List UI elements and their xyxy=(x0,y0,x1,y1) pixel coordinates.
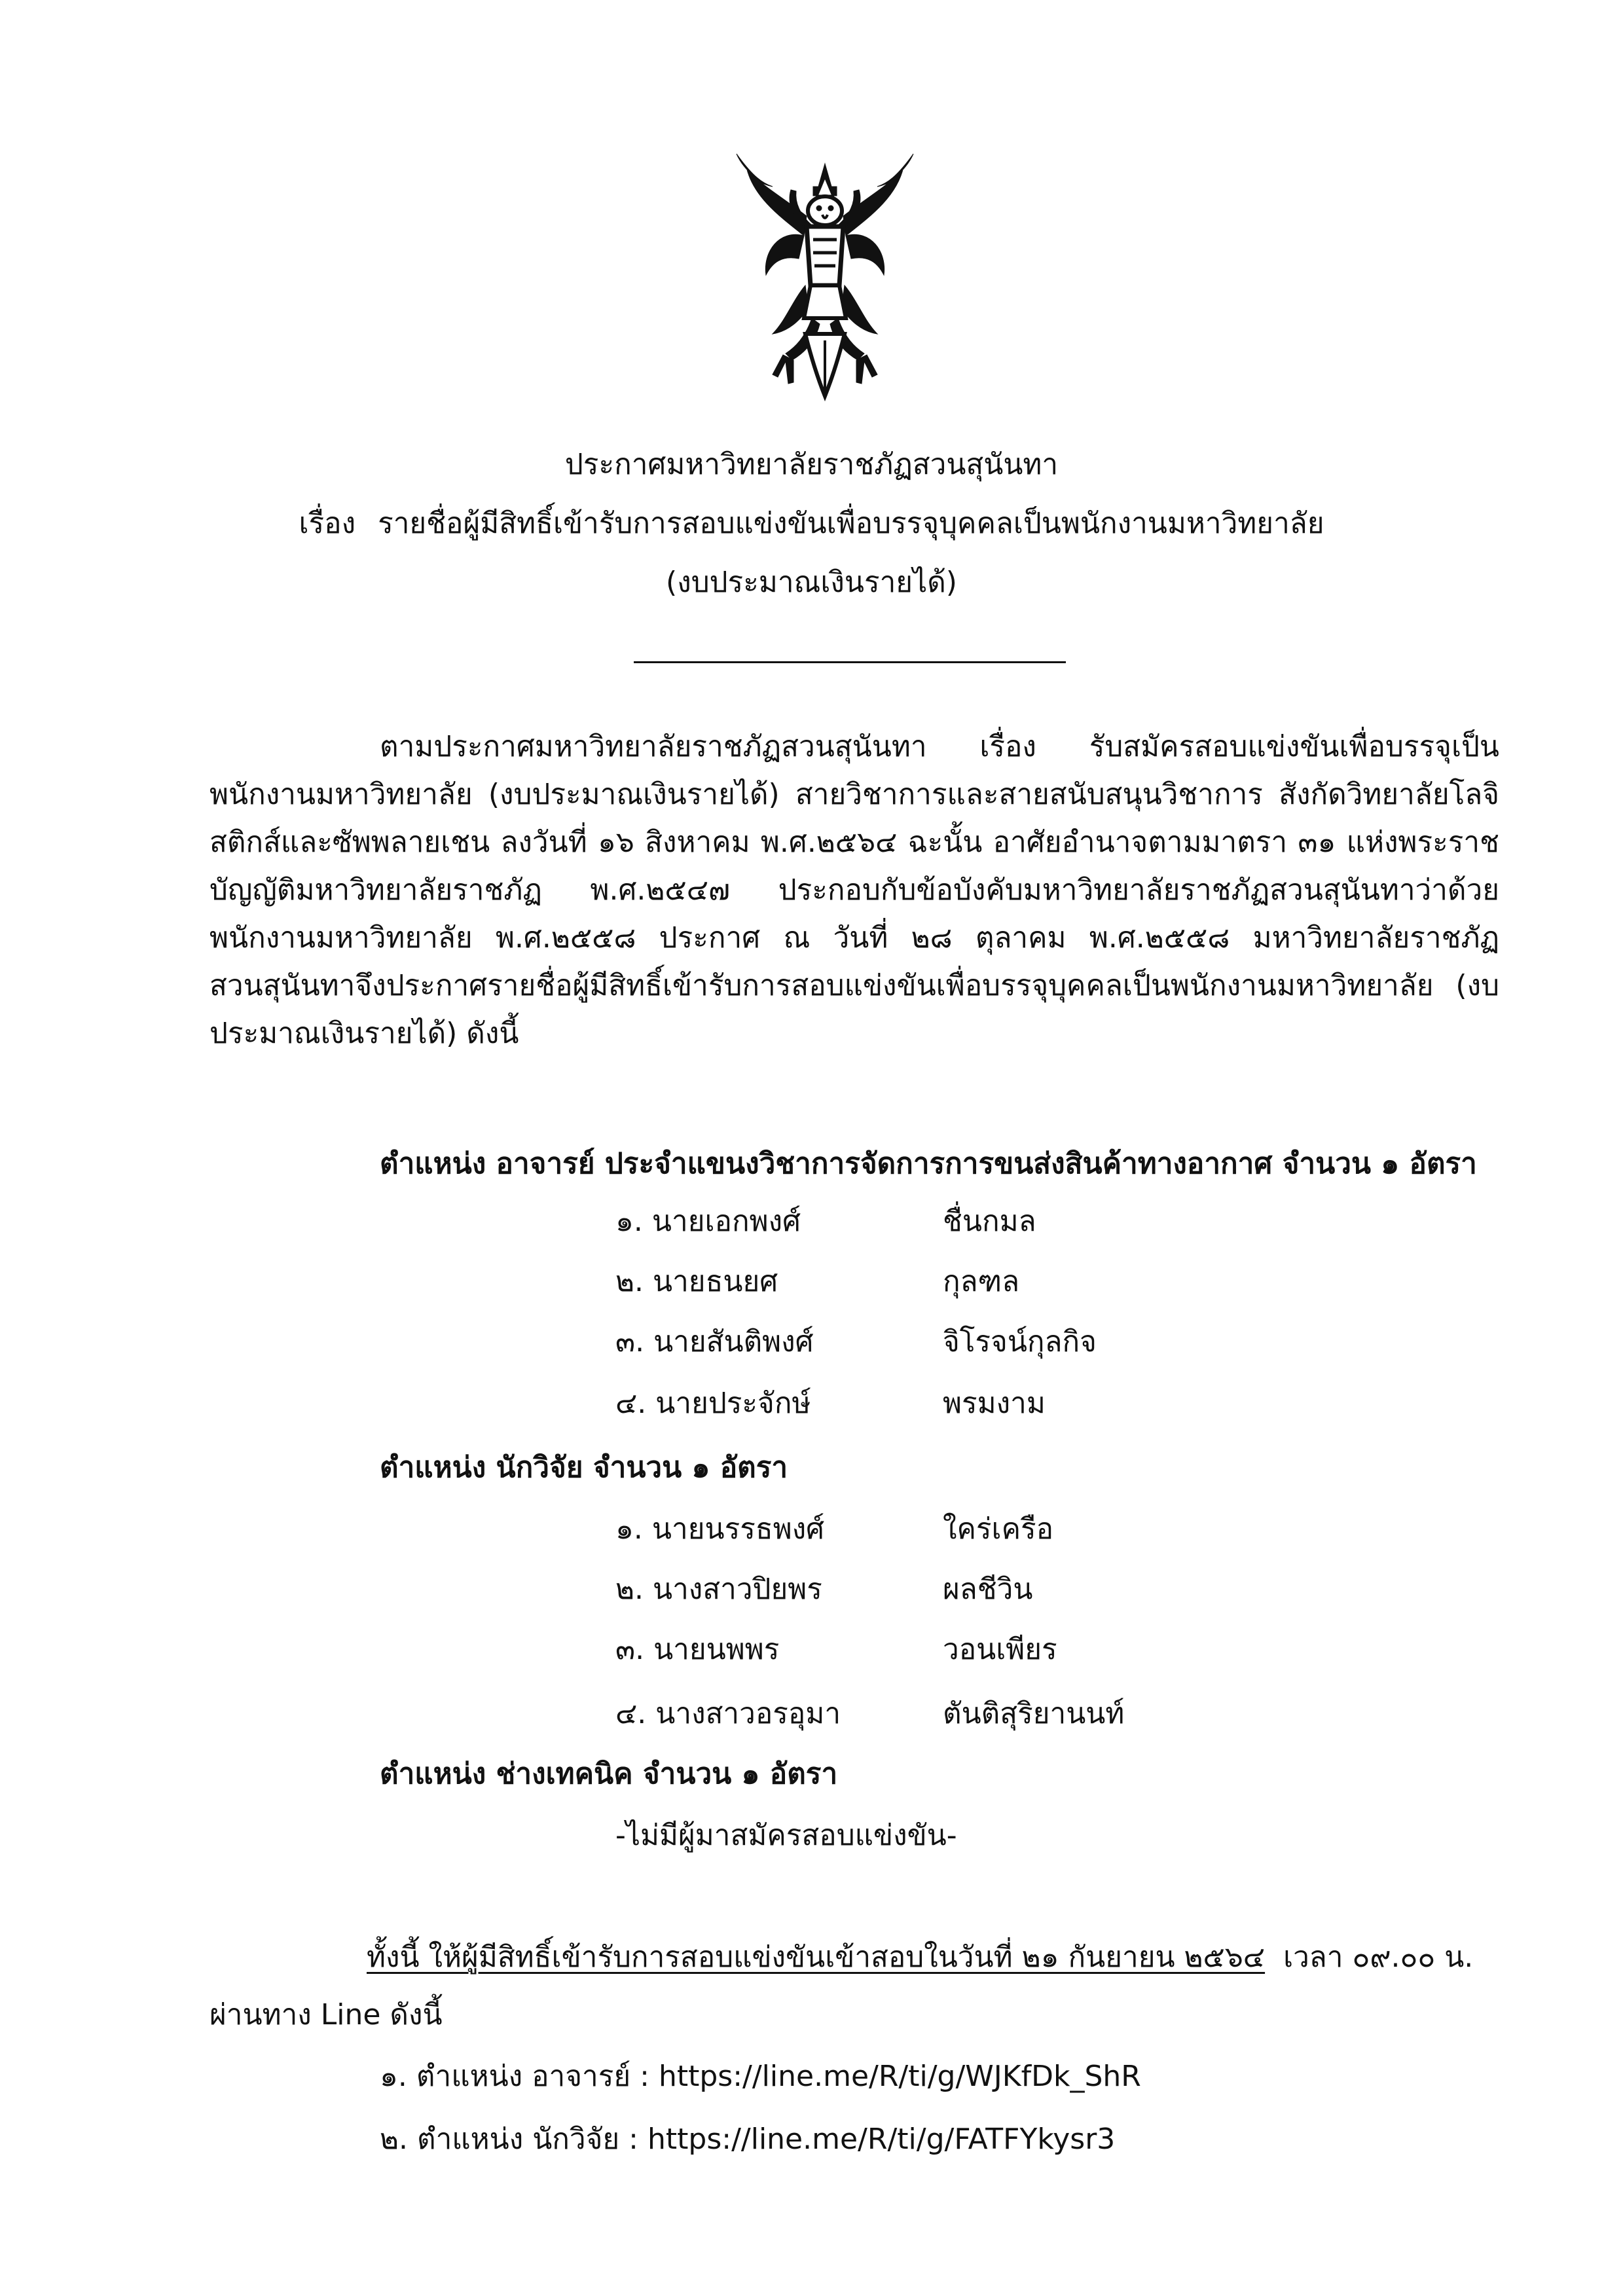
list-item xyxy=(615,1570,1032,1609)
line-url[interactable]: https://line.me/R/ti/g/WJKfDk_ShR xyxy=(658,2060,1141,2093)
candidate-family: ตันติสุริยานนท์ xyxy=(943,1697,1125,1730)
line-link-researcher[interactable]: ๒. ตำแหน่ง นักวิจัย : https://line.me/R/ti/g/FATFYkysr3 xyxy=(380,2123,1116,2156)
position-heading-researcher: ตำแหน่ง นักวิจัย จำนวน ๑ อัตรา xyxy=(380,1451,788,1484)
subject-label: เรื่อง xyxy=(299,507,356,540)
intro-paragraph: ตามประกาศมหาวิทยาลัยราชภัฏสวนสุนันทา เรื่อง รับสมัครสอบแข่งขันเพื่อบรรจุเป็นพนักงานมหาวิทยาลัย (งบประมาณเงินรายได้) สายวิชาการและสายสนับสนุนวิชาการ สังกัดวิทยาลัยโลจิสติกส์และซัพพลายเชน ลงวันที่ ๑๖ สิงหาคม พ.ศ.๒๕๖๔ ฉะนั้น อาศัยอำนาจตามมาตรา ๓๑ แห่งพระราชบัญญัติมหาวิทยาลัยราชภัฏ พ.ศ.๒๕๔๗ ประกอบกับข้อบังคับมหาวิทยาลัยราชภัฏสวนสุนันทาว่าด้วยพนักงานมหาวิทยาลัย พ.ศ.๒๕๕๘ ประกาศ ณ วันที่ ๒๘ ตุลาคม พ.ศ.๒๕๕๘ มหาวิทยาลัยราชภัฏสวนสุนันทาจึงประกาศรายชื่อผู้มีสิทธิ์เข้ารับการสอบแข่งขันเพื่อบรรจุบุคคลเป็นพนักงานมหาวิทยาลัย (งบประมาณเงินรายได้) ดังนี้ xyxy=(210,730,1499,1050)
subject-text: รายชื่อผู้มีสิทธิ์เข้ารับการสอบแข่งขันเพื่อบรรจุบุคคลเป็นพนักงานมหาวิทยาลัย xyxy=(378,507,1324,540)
candidate-family: จิโรจน์กุลกิจ xyxy=(943,1325,1097,1358)
candidate-family: พรมงาม xyxy=(943,1387,1046,1420)
candidate-family: ชื่นกมล xyxy=(943,1205,1036,1238)
list-item xyxy=(615,1202,1036,1241)
position-heading-lecturer: ตำแหน่ง อาจารย์ ประจำแขนงวิชาการจัดการการขนส่งสินค้าทางอากาศ จำนวน ๑ อัตรา xyxy=(380,1147,1477,1180)
candidate-family: ผลชีวิน xyxy=(943,1573,1033,1606)
exam-date-line xyxy=(367,1938,1499,1977)
candidate-family: วอนเพียร xyxy=(943,1633,1057,1666)
budget-note: (งบประมาณเงินรายได้) xyxy=(666,566,957,599)
exam-channel: ผ่านทาง Line ดังนี้ xyxy=(210,1998,443,2032)
list-item xyxy=(615,1384,1046,1423)
list-item xyxy=(615,1510,1053,1549)
list-item xyxy=(615,1630,1057,1669)
list-item xyxy=(615,1262,1019,1302)
candidate-given: ๓. นายสันติพงศ์ xyxy=(615,1325,814,1358)
line-url[interactable]: https://line.me/R/ti/g/FATFYkysr3 xyxy=(647,2123,1116,2156)
exam-date-underlined: ทั้งนี้ ให้ผู้มีสิทธิ์เข้ารับการสอบแข่งขันเข้าสอบในวันที่ ๒๑ กันยายน ๒๕๖๔ xyxy=(367,1941,1266,1974)
line-link-lecturer[interactable]: ๑. ตำแหน่ง อาจารย์ : https://line.me/R/ti/g/WJKfDk_ShR xyxy=(380,2060,1141,2093)
announcement-subject xyxy=(0,504,1623,543)
no-applicants-note: -ไม่มีผู้มาสมัครสอบแข่งขัน- xyxy=(615,1819,957,1852)
candidate-given: ๔. นางสาวอรอุมา xyxy=(615,1697,841,1730)
candidate-given: ๑. นายเอกพงศ์ xyxy=(615,1205,801,1238)
candidate-given: ๒. นางสาวปิยพร xyxy=(615,1573,822,1606)
candidate-given: ๒. นายธนยศ xyxy=(615,1265,778,1298)
candidate-given: ๑. นายนรรธพงศ์ xyxy=(615,1512,825,1546)
candidate-family: ใคร่เครือ xyxy=(943,1512,1054,1546)
list-item xyxy=(615,1694,1124,1734)
list-item xyxy=(615,1322,1097,1362)
garuda-emblem-icon xyxy=(727,137,923,412)
candidate-family: กุลฑล xyxy=(943,1265,1020,1298)
candidate-given: ๔. นายประจักษ์ xyxy=(615,1387,811,1420)
candidate-given: ๓. นายนพพร xyxy=(615,1633,780,1666)
position-heading-technician: ตำแหน่ง ช่างเทคนิค จำนวน ๑ อัตรา xyxy=(380,1757,838,1791)
header-divider xyxy=(634,661,1066,663)
exam-time: เวลา ๐๙.๐๐ น. xyxy=(1283,1941,1474,1974)
announcement-title: ประกาศมหาวิทยาลัยราชภัฏสวนสุนันทา xyxy=(564,448,1059,481)
